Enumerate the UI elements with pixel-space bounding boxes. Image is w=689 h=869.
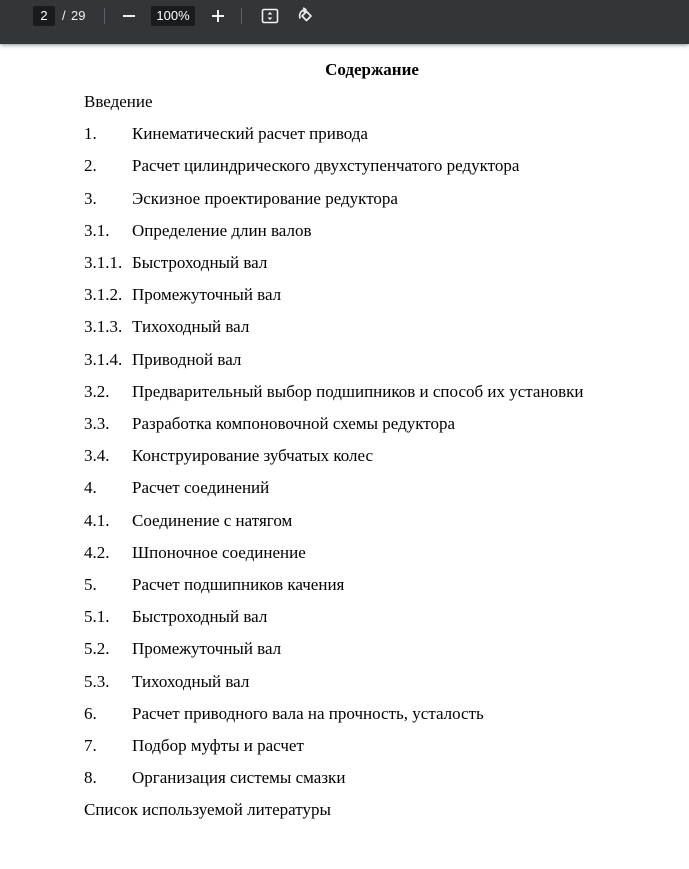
pdf-toolbar — [0, 0, 689, 44]
page-separator: / — [62, 8, 66, 23]
toolbar-divider — [241, 8, 242, 24]
fit-page-icon — [261, 7, 279, 25]
toc-entry-text: Расчет цилиндрического двухступенчатого редуктора — [132, 156, 520, 175]
toc-entry-text: Шпоночное соединение — [132, 543, 306, 562]
toc-entry-number: 7. — [84, 736, 97, 755]
toc-entry-text: Эскизное проектирование редуктора — [132, 189, 398, 208]
toc-bibliography: Список используемой литературы — [84, 800, 331, 819]
rotate-icon — [297, 7, 315, 25]
toc-entry-number: 4.1. — [84, 511, 110, 530]
toolbar-divider — [104, 8, 105, 24]
toc-entry-number: 3.1.1. — [84, 253, 123, 272]
toc-entry-number: 2. — [84, 156, 97, 175]
toc-entry-text: Определение длин валов — [132, 221, 312, 240]
toc-entry-number: 4. — [84, 478, 97, 497]
toc-entry-text: Расчет подшипников качения — [132, 575, 345, 594]
toc-entry-text: Быстроходный вал — [132, 253, 268, 272]
toc-entry-number: 3.1.3. — [84, 317, 123, 336]
page-total: 29 — [71, 8, 86, 23]
zoom-level-input[interactable]: 100% — [151, 6, 195, 26]
toc-entry-text: Конструирование зубчатых колес — [132, 446, 374, 465]
zoom-in-button[interactable] — [206, 4, 230, 28]
toc-entry-number: 3.3. — [84, 414, 110, 433]
toc-entry-number: 8. — [84, 768, 97, 787]
toc-entry-text: Расчет приводного вала на прочность, усталость — [132, 704, 484, 723]
toc-entry-number: 3.1.4. — [84, 350, 123, 369]
toc-entry-text: Промежуточный вал — [132, 285, 282, 304]
toc-entry-text: Соединение с натягом — [132, 511, 293, 530]
fit-page-button[interactable] — [258, 4, 282, 28]
toc-entry-text: Предварительный выбор подшипников и способ их установки — [132, 382, 584, 401]
toc-entry-number: 3.1.2. — [84, 285, 123, 304]
toc-entry-number: 3.4. — [84, 446, 110, 465]
toc-entry-text: Тихоходный вал — [132, 672, 250, 691]
toc-entry-number: 5.1. — [84, 607, 110, 626]
toc-entry-number: 3. — [84, 189, 97, 208]
toc-title: Содержание — [325, 60, 419, 79]
toc-entry-text: Подбор муфты и расчет — [132, 736, 304, 755]
document-page — [0, 44, 689, 869]
page-number-input[interactable]: 2 — [33, 6, 55, 26]
toc-entry-number: 4.2. — [84, 543, 110, 562]
toc-entry-number: 3.1. — [84, 221, 110, 240]
toc-entry-text: Расчет соединений — [132, 478, 270, 497]
toc-entry-number: 5.2. — [84, 639, 110, 658]
toc-entry-text: Кинематический расчет привода — [132, 124, 368, 143]
toc-entry-number: 1. — [84, 124, 97, 143]
zoom-out-button[interactable] — [117, 4, 141, 28]
toc-entry-text: Разработка компоновочной схемы редуктора — [132, 414, 456, 433]
rotate-button[interactable] — [294, 4, 318, 28]
toc-intro: Введение — [84, 92, 153, 111]
toc-entry-number: 5.3. — [84, 672, 110, 691]
plus-icon — [211, 9, 225, 23]
toc-entry-number: 6. — [84, 704, 97, 723]
toc-entry-text: Организация системы смазки — [132, 768, 346, 787]
toc-entry-number: 5. — [84, 575, 97, 594]
toc-entry-text: Приводной вал — [132, 350, 242, 369]
toc-entry-text: Тихоходный вал — [132, 317, 250, 336]
minus-icon — [122, 9, 136, 23]
toc-entry-number: 3.2. — [84, 382, 110, 401]
toc-entry-text: Промежуточный вал — [132, 639, 282, 658]
toc-entry-text: Быстроходный вал — [132, 607, 268, 626]
